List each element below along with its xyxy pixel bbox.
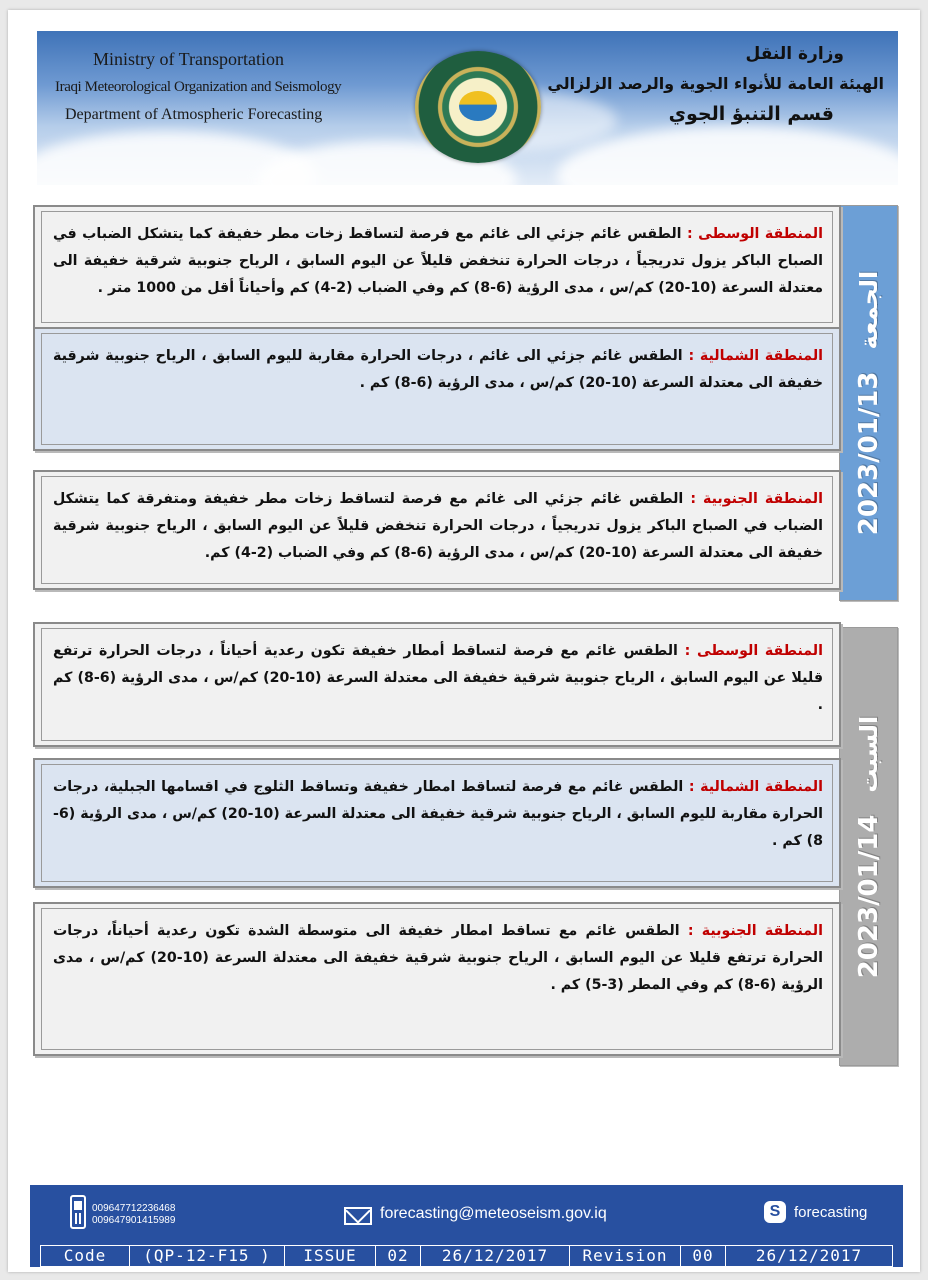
revision-number: 00 [681, 1246, 726, 1266]
region-forecast: الطقس غائم مع تساقط امطار خفيفة الى متوسطة الشدة تكون رعدية أحياناً، درجات الحرارة ترتفع قليلا عن اليوم السابق ، الرياح جنوبية شرقية خفيفة الى معتدلة السرعة (10-20) كم/س ، مدى الرؤية (6-8) كم وفي المطر (3-5) كم . [53, 923, 823, 993]
region-name: المنطقة الجنوبية : [690, 491, 823, 507]
phone-numbers [92, 1203, 175, 1227]
forecast-box-central-day1 [33, 205, 841, 329]
department-ar: قسم التنبؤ الجوي [668, 103, 834, 125]
phone-number: 009647901415989 [92, 1215, 176, 1226]
day-date-label [854, 271, 884, 535]
day-date-label [854, 715, 884, 978]
region-forecast: الطقس غائم مع فرصة لتساقط امطار خفيفة وتساقط الثلوج في اقسامها الجبلية، درجات الحرارة مقاربة لليوم السابق ، الرياح جنوبية شرقية خفيفة الى معتدلة السرعة (10-20) كم/س ، مدى الرؤية (6-8) كم . [53, 779, 824, 849]
region-name: المنطقة الوسطى : [684, 643, 823, 659]
forecast-box-central-day2 [33, 622, 841, 747]
revision-date: 26/12/2017 [755, 1246, 863, 1265]
issue-date: 26/12/2017 [421, 1246, 570, 1266]
region-forecast: الطقس غائم جزئي الى غائم مع فرصة لتساقط زخات مطر خفيفة كما يتشكل الضباب في الصباح الباكر يزول تدريجياً ، درجات الحرارة تنخفض قليلاً عن اليوم السابق ، الرياح جنوبية شرقية خفيفة الى معتدلة السرعة (10-20) كم/س ، مدى الرؤية (6-8) كم وفي الضباب (2-4) كم وأحياناً أقل من 1000 متر . [53, 226, 823, 296]
forecast-text [53, 918, 823, 999]
region-name: المنطقة الجنوبية : [687, 923, 823, 939]
revision-label: Revision [570, 1246, 681, 1266]
region-name: المنطقة الشمالية : [688, 348, 824, 364]
day-name: الجمعة [854, 270, 883, 350]
region-forecast: الطقس غائم مع فرصة لتساقط أمطار خفيفة تكون رعدية أحياناً ، درجات الحرارة ترتفع قليلا عن اليوم السابق ، الرياح جنوبية شرقية خفيفة الى معتدلة السرعة (10-20) كم/س ، مدى الرؤية (6-8) كم . [53, 643, 823, 713]
day-band-saturday [839, 627, 898, 1066]
issue-label: ISSUE [285, 1246, 376, 1266]
header-banner [37, 31, 898, 185]
email-address: forecasting@meteoseism.gov.iq [380, 1205, 607, 1222]
code-value: (QP-12-F15 ) [130, 1246, 285, 1266]
page [8, 10, 920, 1272]
header-arabic [547, 39, 884, 129]
forecast-box-south-day1 [33, 470, 841, 590]
ministry-en: Ministry of Transportation [93, 49, 285, 69]
region-forecast: الطقس غائم جزئي الى غائم مع فرصة لتساقط زخات مطر خفيفة ومتفرقة كما يتشكل الضباب في الصباح الباكر يزول تدريجياً ، درجات الحرارة تنخفض قليلاً عن اليوم السابق ، الرياح جنوبية شرقية خفيفة الى معتدلة السرعة (10-20) كم/س ، مدى الرؤية (6-8) كم وفي الضباب (2-4) كم. [53, 491, 823, 561]
region-forecast: الطقس غائم جزئي الى غائم ، درجات الحرارة مقاربة لليوم السابق ، الرياح جنوبية شرقية خفيفة الى معتدلة السرعة (10-20) كم/س ، مدى الرؤية (6-8) كم . [53, 348, 823, 391]
forecast-text [53, 221, 823, 302]
day-date: 2023/01/13 [853, 371, 884, 536]
document-footer [30, 1185, 903, 1267]
day-date: 2023/01/14 [853, 814, 884, 978]
phone-number: 009647712236468 [92, 1203, 176, 1214]
skype-icon: S [764, 1201, 786, 1223]
code-label: Code [41, 1246, 130, 1266]
phone-icon [70, 1195, 86, 1229]
document-code-row [40, 1245, 893, 1267]
skype-id: forecasting [794, 1204, 868, 1221]
forecast-text [53, 486, 823, 567]
region-name: المنطقة الوسطى : [687, 226, 823, 242]
organization-ar: الهيئة العامة للأنواء الجوية والرصد الزلزالي [547, 74, 884, 93]
organization-en: Iraqi Meteorological Organization and Seismology [55, 79, 342, 95]
mail-icon [344, 1207, 372, 1225]
forecast-box-south-day2 [33, 902, 841, 1056]
header-english [55, 45, 341, 129]
day-band-friday [839, 205, 898, 601]
department-en: Department of Atmospheric Forecasting [65, 106, 323, 123]
forecast-box-north-day2 [33, 758, 841, 888]
forecast-text [53, 774, 823, 855]
forecast-text [53, 638, 823, 719]
logo-sun-water-icon [459, 91, 497, 121]
issue-number: 02 [376, 1246, 421, 1266]
forecast-text [53, 343, 823, 397]
ministry-ar: وزارة النقل [745, 44, 844, 64]
day-name: السبت [854, 715, 883, 793]
organization-logo [415, 51, 541, 163]
forecast-box-north-day1 [33, 327, 841, 451]
region-name: المنطقة الشمالية : [688, 779, 823, 795]
